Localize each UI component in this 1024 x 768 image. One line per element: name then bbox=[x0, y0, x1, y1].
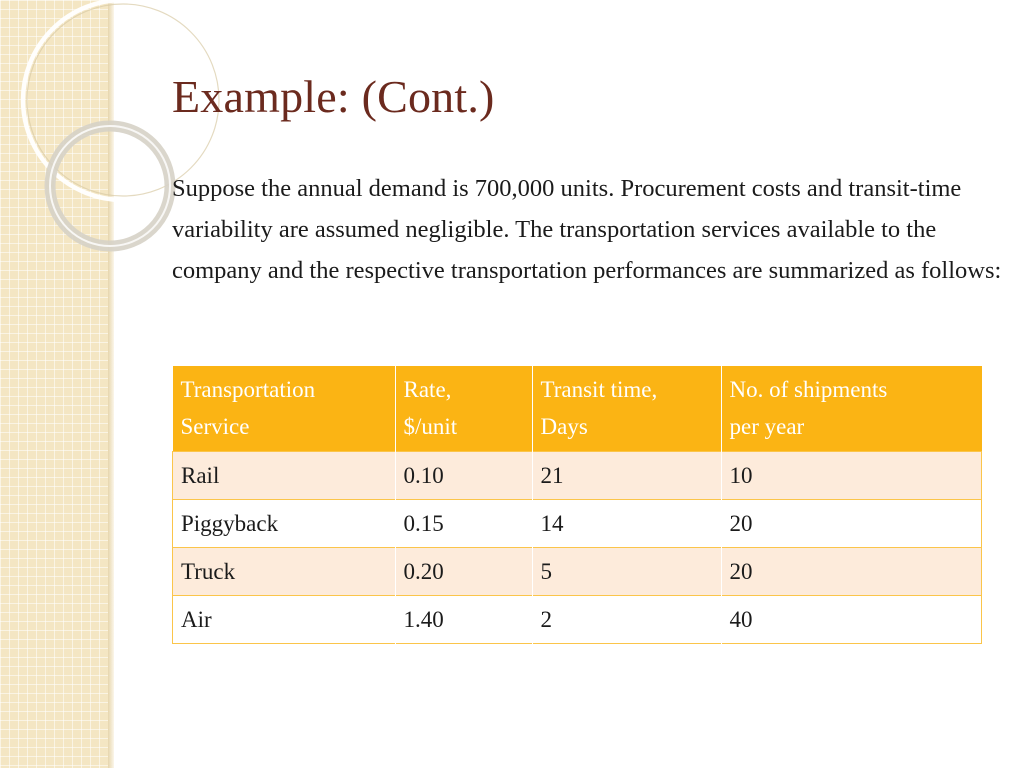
table-row bbox=[173, 548, 982, 596]
slide-title: Example: (Cont.) bbox=[172, 71, 495, 122]
intro-paragraph: Suppose the annual demand is 700,000 units. Procurement costs and transit-time variability are assumed negligible. The transportation services available to the company and the respective transportation performances are summarized as follows: bbox=[172, 175, 1002, 284]
cell-transit-time: 5 bbox=[532, 548, 721, 596]
table-header-row bbox=[173, 366, 982, 452]
cell-rate: 1.40 bbox=[395, 596, 532, 644]
cell-service: Truck bbox=[173, 548, 396, 596]
side-pattern-strip bbox=[0, 0, 108, 768]
side-strip-edge bbox=[108, 0, 114, 768]
cell-rate: 0.15 bbox=[395, 500, 532, 548]
cell-shipments: 10 bbox=[721, 452, 982, 500]
cell-shipments: 40 bbox=[721, 596, 982, 644]
cell-service: Rail bbox=[173, 452, 396, 500]
transport-services-table bbox=[172, 366, 982, 644]
cell-service: Piggyback bbox=[173, 500, 396, 548]
table-row bbox=[173, 452, 982, 500]
cell-transit-time: 21 bbox=[532, 452, 721, 500]
cell-transit-time: 14 bbox=[532, 500, 721, 548]
cell-transit-time: 2 bbox=[532, 596, 721, 644]
table-row bbox=[173, 596, 982, 644]
cell-rate: 0.10 bbox=[395, 452, 532, 500]
cell-rate: 0.20 bbox=[395, 548, 532, 596]
table-row bbox=[173, 500, 982, 548]
cell-service: Air bbox=[173, 596, 396, 644]
cell-shipments: 20 bbox=[721, 548, 982, 596]
header-transit-time: Transit time, Days bbox=[532, 366, 721, 452]
header-rate: Rate, $/unit bbox=[395, 366, 532, 452]
header-shipments-per-year: No. of shipments per year bbox=[721, 366, 982, 452]
header-transportation-service: Transportation Service bbox=[173, 366, 396, 452]
cell-shipments: 20 bbox=[721, 500, 982, 548]
